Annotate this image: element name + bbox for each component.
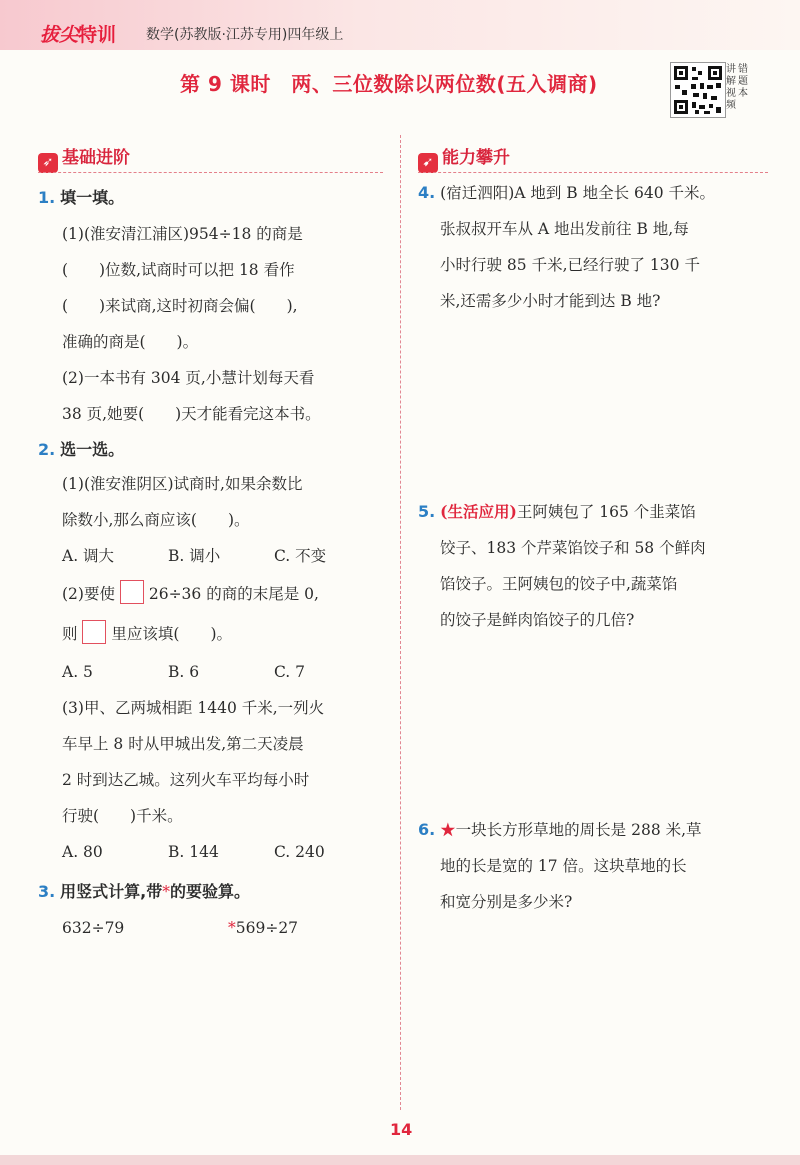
question-2: 2. 选一选。	[38, 440, 125, 459]
text-line: 和宽分别是多少米?	[440, 893, 573, 911]
answer-box[interactable]	[82, 620, 106, 644]
question-1-body	[62, 216, 321, 432]
section-underline	[418, 172, 768, 173]
text-line: 准确的商是( )。	[62, 333, 199, 351]
qr-label: 讲 解 视 频 错 题 本	[726, 64, 748, 111]
option-row	[62, 538, 326, 574]
qr-code[interactable]	[670, 62, 726, 118]
section-basic-header: ➶ 基础进阶	[38, 143, 130, 173]
brand-logo: 拔尖特训	[40, 24, 117, 46]
text-line: (1)(淮安清江浦区)954÷18 的商是	[62, 225, 303, 243]
life-application-tag: (生活应用)	[440, 502, 517, 521]
question-4: 4. (宿迁泗阳)A 地到 B 地全长 640 千米。	[418, 183, 716, 202]
question-5: 5. (生活应用)王阿姨包了 165 个韭菜馅	[418, 502, 696, 521]
option-row	[62, 834, 326, 870]
question-2-body	[62, 466, 326, 870]
section-underline	[38, 172, 383, 173]
text-line: 地的长是宽的 17 倍。这块草地的长	[440, 857, 687, 875]
page-edge	[0, 1155, 800, 1165]
question-1: 1. 填一填。	[38, 188, 125, 207]
text-line: ( )位数,试商时可以把 18 看作	[62, 261, 295, 279]
text-line: 饺子、183 个芹菜馅饺子和 58 个鲜肉	[440, 539, 706, 557]
question-6-body	[440, 848, 687, 920]
arrow-target-icon: ➹	[418, 153, 438, 173]
option-row	[62, 654, 326, 690]
text-line: 2 时到达乙城。这列火车平均每小时	[62, 771, 310, 789]
question-5-body	[440, 530, 706, 638]
section-advanced-header: ➹ 能力攀升	[418, 143, 510, 173]
answer-box[interactable]	[120, 580, 144, 604]
question-4-body	[440, 211, 700, 319]
expression-2: *569÷27	[228, 919, 299, 937]
header-bar	[0, 0, 800, 50]
text-line: ( )来试商,这时初商会偏( ),	[62, 297, 298, 315]
option: B. 144	[168, 843, 219, 861]
option: B. 6	[168, 663, 200, 681]
text-line: 的饺子是鲜肉馅饺子的几倍?	[440, 611, 635, 629]
text-line: 米,还需多少小时才能到达 B 地?	[440, 292, 661, 310]
expression-1: 632÷79	[62, 919, 125, 937]
text-line: (3)甲、乙两城相距 1440 千米,一列火	[62, 699, 325, 717]
text-line: 馅饺子。王阿姨包的饺子中,蔬菜馅	[440, 575, 678, 593]
question-6: 6. ★一块长方形草地的周长是 288 米,草	[418, 820, 702, 839]
page-number: 14	[390, 1120, 413, 1139]
text-line: 车早上 8 时从甲城出发,第二天凌晨	[62, 735, 304, 753]
text-line: (1)(淮安淮阴区)试商时,如果余数比	[62, 475, 303, 493]
option: C. 不变	[274, 547, 327, 565]
text-line: (2)要使 26÷36 的商的末尾是 0,	[62, 574, 326, 614]
rocket-icon: ➶	[38, 153, 58, 173]
option: C. 7	[274, 663, 306, 681]
difficulty-star-icon: ★	[440, 821, 456, 839]
option: A. 5	[62, 663, 93, 681]
text-line: (2)一本书有 304 页,小慧计划每天看	[62, 369, 315, 387]
column-divider	[400, 135, 401, 1110]
text-line: 38 页,她要( )天才能看完这本书。	[62, 405, 321, 423]
option: A. 调大	[62, 547, 115, 565]
text-line: 行驶( )千米。	[62, 807, 183, 825]
text-line: 张叔叔开车从 A 地出发前往 B 地,每	[440, 220, 689, 238]
text-line: 小时行驶 85 千米,已经行驶了 130 千	[440, 256, 700, 274]
option: B. 调小	[168, 547, 221, 565]
text-line: 除数小,那么商应该( )。	[62, 511, 250, 529]
question-3: 3. 用竖式计算,带*的要验算。	[38, 882, 251, 901]
subject-label: 数学(苏教版·江苏专用)四年级上	[146, 27, 344, 43]
option: C. 240	[274, 843, 325, 861]
lesson-title: 第 9 课时 两、三位数除以两位数(五入调商)	[180, 72, 598, 96]
option: A. 80	[62, 843, 103, 861]
text-line: 则 里应该填( )。	[62, 614, 326, 654]
